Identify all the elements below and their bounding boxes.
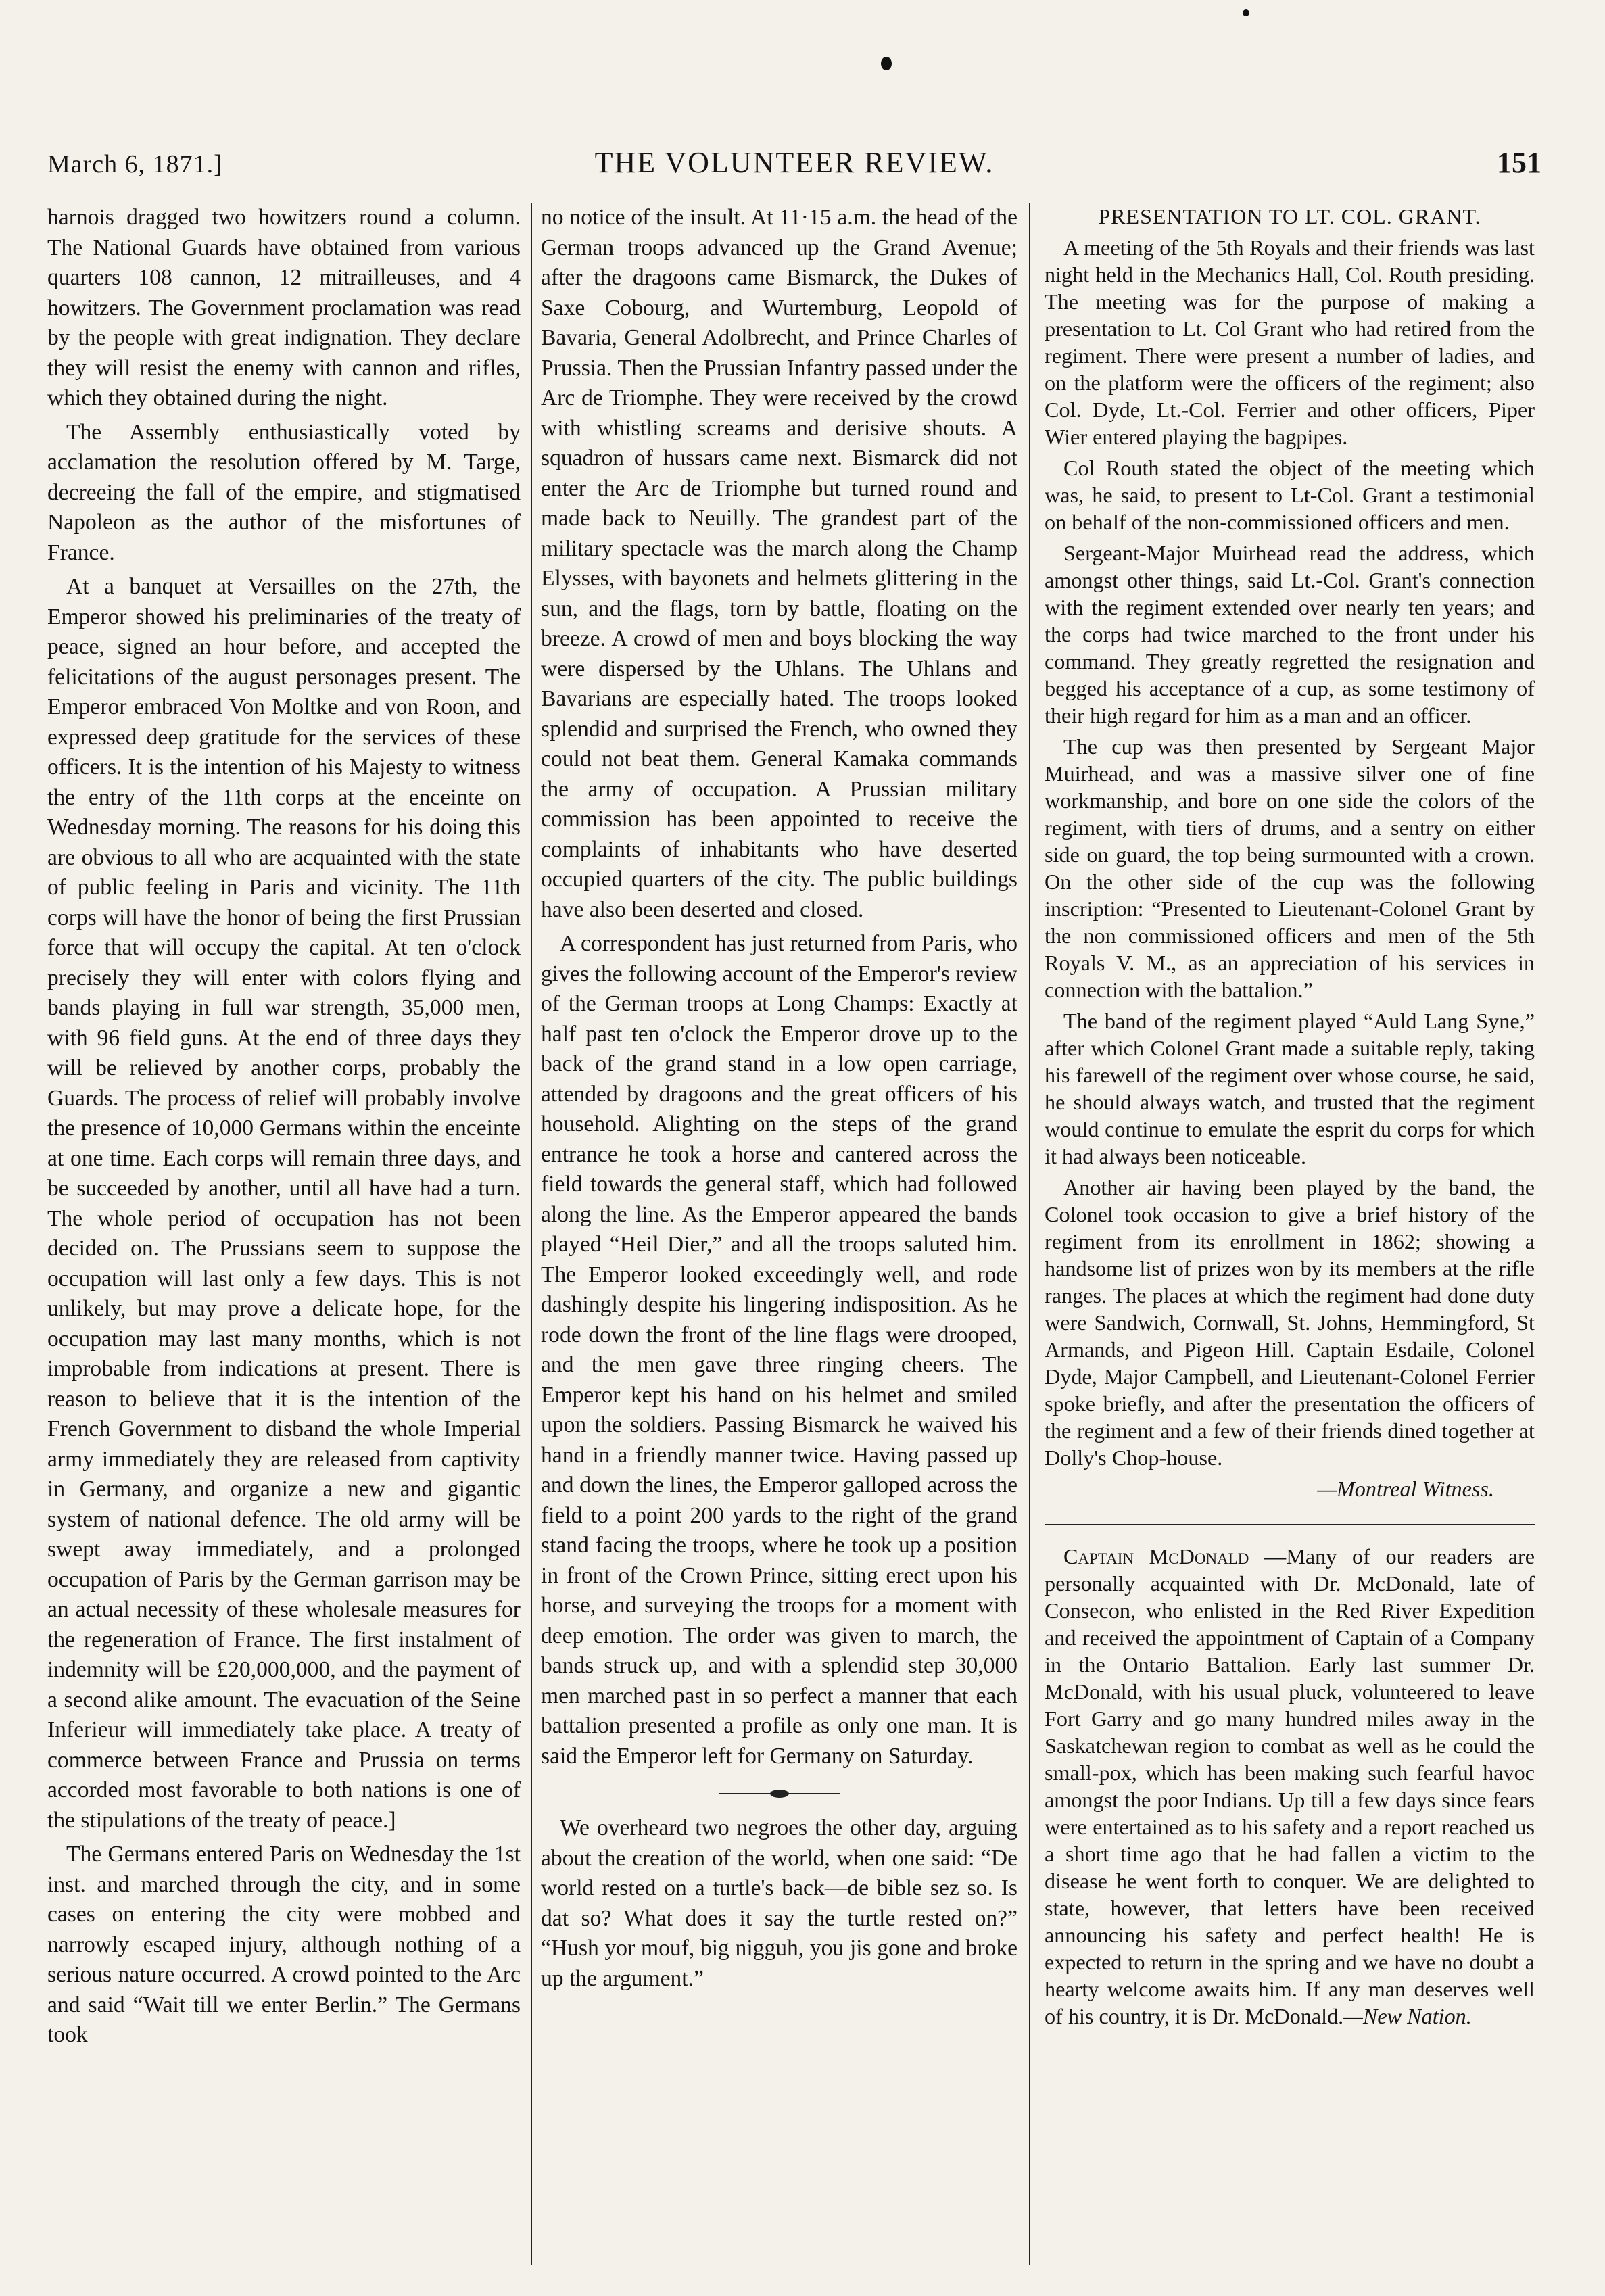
print-speck [1243,9,1249,16]
article-paragraph: At a banquet at Versailles on the 27th, the Emperor showed his preliminaries of the treaty of peace, signed an hour before, and accepted the felicitations of the august personages present. The Emperor embraced Von Moltke and von Roon, and expressed deep gratitude for the services of these officers. It is the intention of his Majesty to witness the entry of the 11th corps at the enceinte on Wednesday morning. The reasons for his doing this are obvious to all who are acquainted with the state of public feeling in Paris and vicinity. The 11th corps will have the honor of being the first Prussian force that will occupy the capital. At ten o'clock precisely they will enter with colors flying and bands playing in full war strength, 35,000 men, with 96 field guns. At the end of three days they will be relieved by another corps, probably the Guards. The process of relief will probably involve the presence of 10,000 Germans within the enceinte at one time. Each corps will remain three days, and be succeeded by another, until all have had a turn. The whole period of occupation has not been decided on. The Prussians seem to suppose the occupation will last only a few days. This is not unlikely, but may prove a delicate hope, for the occupation may last many months, which is not improbable from indications at present. There is reason to believe that it is the intention of the French Government to disband the whole Imperial army immediately they are released from captivity in Germany, and organize a new and gigantic system of national defence. The old army will be swept away immediately, and a prolonged occupation of Paris by the German garrison may be an actual necessity of these wholesale measures for the regeneration of France. The first instalment of indemnity will be £20,000,000, and the payment of a second alike amount. The evacuation of the Seine Inferieur will immediately take place. A treaty of commerce between France and Prussia on terms accorded most favorable to both nations is one of the stipulations of the treaty of peace.] [47,574,521,1833]
anecdote-paragraph: We overheard two negroes the other day, arguing about the creation of the world, when one said: “De world rested on a turtle's back—de bible sez so. Is dat so? What does it say the turtle rested on?” “Hush yor mouf, big nigguh, you jis gone and broke up the argument.” [541,1815,1017,1991]
column-divider [531,203,532,2265]
article-paragraph: The Germans entered Paris on Wednesday the 1st inst. and marched through the city, and in some cases on entering the city were mobbed and narrowly escaped injury, although nothing of a serious nature occurred. A crowd pointed to the Arc and said “Wait till we enter Berlin.” The Germans took [47,1842,521,2047]
article-paragraph: A meeting of the 5th Royals and their friends was last night held in the Mechanics Hall, Col. Routh presiding. The meeting was for the purpose of making a presentation to Lt. Col Grant who had retired from the regiment. There were present a number of ladies, and on the platform were the officers of the regiment; also Col. Dyde, Lt.-Col. Ferrier and other officers, Piper Wier entered playing the bagpipes. [1045,235,1535,449]
article-headline: PRESENTATION TO LT. COL. GRANT. [1098,204,1481,229]
print-speck [881,57,892,70]
source-credit-text: —Montreal Witness. [1317,1477,1494,1501]
column-1 [47,203,521,2272]
page-number: 151 [1497,146,1541,179]
mcdonald-paragraph [1045,1543,1535,2030]
mcdonald-lead: Captain McDonald [1063,1544,1249,1569]
article-paragraph: Another air having been played by the band, the Colonel took occasion to give a brief history of the regiment from its enrollment in 1862; showing a handsome list of prizes won by its members at the rifle ranges. The places at which the regiment had done duty were Sandwich, Cornwall, St. Johns, Hemmingford, St Armands, and Pigeon Hill. Captain Esdaile, Colonel Dyde, Major Campbell, and Lieutenant-Colonel Ferrier spoke briefly, and after the presentation the officers of the regiment and a few of their friends dined together at Dolly's Chop-house. [1045,1175,1535,1470]
publication-title: THE VOLUNTEER REVIEW. [594,146,995,179]
mcdonald-text: —Many of our readers are personally acquainted with Dr. McDonald, late of Consecon, who enlisted in the Red River Expedition and received the appointment of Captain of a Company in the Ontario Battalion. Early last summer Dr. McDonald, with his usual pluck, volunteered to leave Fort Garry and go many hundred miles away in the Saskatchewan region to combat as well as he could the small-pox, which has been making such fearful havoc amongst the poor Indians. Up till a few days since fears were entertained as to his safety and a report reached us a short time ago that he had fallen a victim to the disease he went forth to conquer. We are delighted to state, however, that letters have been received announcing his safety and perfect health! He is expected to return in the spring and we have no doubt a hearty welcome awaits him. If any man deserves well of his country, it is Dr. McDonald. [1045,1544,1535,2028]
article-paragraph: Col Routh stated the object of the meeting which was, he said, to present to Lt-Col. Grant a testimonial on behalf of the non-commissioned officers and men. [1045,456,1535,534]
source-credit-text: —New Nation. [1343,2004,1472,2028]
article-paragraph: harnois dragged two howitzers round a column. The National Guards have obtained from various quarters 108 cannon, 12 mitrailleuses, and 4 howitzers. The Government proclamation was read by the people with great indignation. They declare they will resist the enemy with cannon and rifles, which they obtained during the night. [47,205,521,410]
article-paragraph: Sergeant-Major Muirhead read the address, which amongst other things, said Lt.-Col. Grant's connection with the regiment extended over nearly ten years; and the corps had twice marched to the front under his command. They greatly regretted the resignation and begged his acceptance of a cup, as some testimony of their high regard for him as a man and an officer. [1045,541,1535,727]
article-paragraph: no notice of the insult. At 11·15 a.m. the head of the German troops advanced up the Grand Avenue; after the dragoons came Bismarck, the Dukes of Saxe Cobourg, and Wurtemburg, Leopold of Bavaria, General Adolbrecht, and Prince Charles of Prussia. Then the Prussian Infantry passed under the Arc de Triomphe. They were received by the crowd with whistling screams and derisive shouts. A squadron of hussars came next. Bismarck did not enter the Arc de Triomphe but turned round and made back to Neuilly. The grandest part of the military spectacle was the march along the Champ Elysses, with bayonets and helmets glittering in the sun, and the flags, torn by battle, floating on the breeze. A crowd of men and boys blocking the way were dispersed by the Uhlans. The Uhlans and Bavarians are especially hated. The troops looked splendid and surprised the French, who owned they could not beat them. General Kamaka commands the army of occupation. A Prussian military commission has been appointed to receive the complaints of inhabitants who have deserted occupied quarters of the city. The public buildings have also been deserted and closed. [541,205,1017,922]
source-credit [1045,1475,1494,1502]
issue-date: March 6, 1871.] [47,150,223,178]
section-separator [719,1789,840,1798]
column-3 [1045,203,1535,2272]
page-header [47,145,1541,193]
article-paragraph: A correspondent has just returned from Paris, who gives the following account of the Emperor's review of the German troops at Long Champs: Exactly at half past ten o'clock the Emperor drove up to the back of the grand stand in a low open carriage, attended by dragoons and the great officers of his household. Alighting on the steps of the grand entrance he took a horse and cantered across the field towards the general staff, which had followed along the line. As the Emperor appeared the bands played “Heil Dier,” and all the troops saluted him. The Emperor looked exceedingly well, and rode dashingly despite his lingering indisposition. As he rode down the front of the line flags were drooped, and the men gave three ringing cheers. The Emperor kept his hand on his helmet and smiled upon the soldiers. Passing Bismarck he waived his hand in a friendly manner twice. Having passed up and down the lines, the Emperor galloped across the field to a point 200 yards to the right of the grand stand facing the troops, where he took up a position in front of the Crown Prince, sitting erect upon his horse, and surveying the troops for a moment with deep emotion. The order was given to march, the bands struck up, and with a splendid step 30,000 men marched past in so perfect a manner that each battalion presented a profile as only one man. It is said the Emperor left for Germany on Saturday. [541,931,1017,1769]
article-paragraph: The band of the regiment played “Auld Lang Syne,” after which Colonel Grant made a suitable reply, taking his farewell of the regiment over whose course, he said, he should always watch, and trusted that the regiment would continue to emulate the esprit du corps for which it had always been noticeable. [1045,1009,1535,1168]
column-divider [1029,203,1030,2265]
article-paragraph: The Assembly enthusiastically voted by acclamation the resolution offered by M. Targe, decreeing the fall of the empire, and stigmatised Napoleon as the author of the misfortunes of France. [47,419,521,565]
column-2 [541,203,1017,2272]
section-rule [1045,1524,1535,1525]
article-paragraph: The cup was then presented by Sergeant Major Muirhead, and was a massive silver one of fine workmanship, and bore on one side the colors of the regiment, with tiers of drums, and a sentry on either side on guard, the top being surmounted with a crown. On the other side of the cup was the following inscription: “Presented to Lieutenant-Colonel Grant by the non commissioned officers and men of the 5th Royals V. M., as an appreciation of his services in connection with the battalion.” [1045,734,1535,1002]
